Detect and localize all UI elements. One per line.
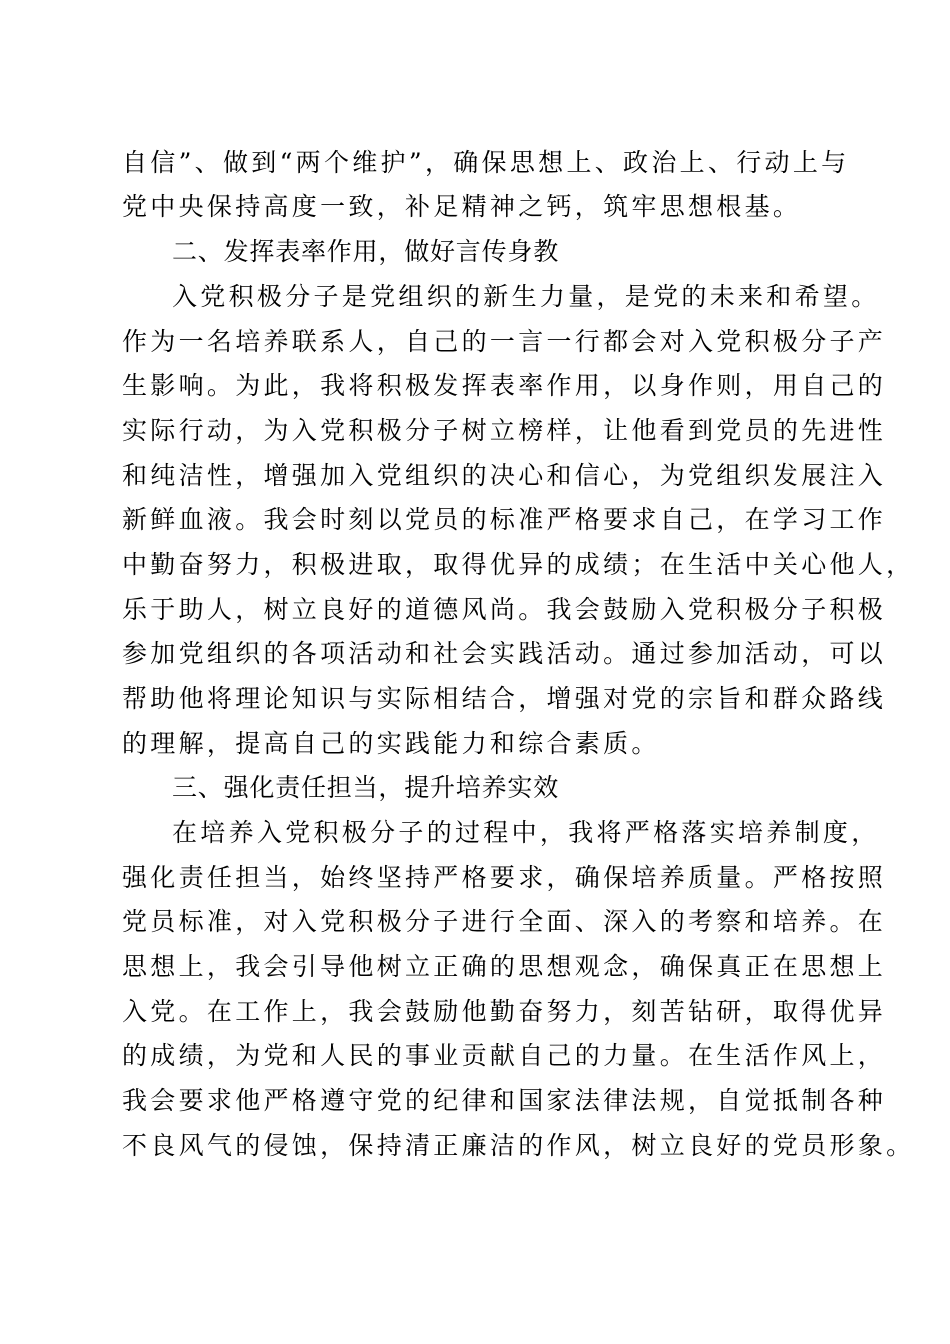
body-text-line: 帮助他将理论知识与实际相结合，增强对党的宗旨和群众路线 <box>122 684 887 713</box>
body-text-line: 参加党组织的各项活动和社会实践活动。通过参加活动，可以 <box>122 639 887 668</box>
body-text-line: 的成绩，为党和人民的事业贡献自己的力量。在生活作风上， <box>122 1041 887 1070</box>
body-text-line: 新鲜血液。我会时刻以党员的标准严格要求自己，在学习工作 <box>122 505 887 534</box>
body-text-line: 自信”、做到“两个维护”，确保思想上、政治上、行动上与 <box>122 148 850 177</box>
body-text-line: 在培养入党积极分子的过程中，我将严格落实培养制度， <box>172 818 880 847</box>
body-text-line: 的理解，提高自己的实践能力和综合素质。 <box>122 729 660 758</box>
body-text-line: 入党积极分子是党组织的新生力量，是党的未来和希望。 <box>172 282 880 311</box>
body-text-line: 入党。在工作上，我会鼓励他勤奋努力，刻苦钻研，取得优异 <box>122 997 887 1026</box>
body-text-line: 乐于助人，树立良好的道德风尚。我会鼓励入党积极分子积极 <box>122 595 887 624</box>
section-heading-2: 二、发挥表率作用，做好言传身教 <box>172 237 560 266</box>
body-text-line: 我会要求他严格遵守党的纪律和国家法律法规，自觉抵制各种 <box>122 1086 887 1115</box>
body-text-line: 思想上，我会引导他树立正确的思想观念，确保真正在思想上 <box>122 952 887 981</box>
body-text-line: 生影响。为此，我将积极发挥表率作用，以身作则，用自己的 <box>122 371 887 400</box>
body-text-line: 党员标准，对入党积极分子进行全面、深入的考察和培养。在 <box>122 907 887 936</box>
body-text-line: 中勤奋努力，积极进取，取得优异的成绩；在生活中关心他人， <box>122 550 915 579</box>
section-heading-3: 三、强化责任担当，提升培养实效 <box>172 773 560 802</box>
body-text-line: 和纯洁性，增强加入党组织的决心和信心，为党组织发展注入 <box>122 461 887 490</box>
body-text-line: 实际行动，为入党积极分子树立榜样，让他看到党员的先进性 <box>122 416 887 445</box>
body-text-line: 作为一名培养联系人，自己的一言一行都会对入党积极分子产 <box>122 327 887 356</box>
body-text-line: 不良风气的侵蚀，保持清正廉洁的作风，树立良好的党员形象。 <box>122 1131 915 1160</box>
body-text-line: 党中央保持高度一致，补足精神之钙，筑牢思想根基。 <box>122 192 802 221</box>
body-text-line: 强化责任担当，始终坚持严格要求，确保培养质量。严格按照 <box>122 863 887 892</box>
